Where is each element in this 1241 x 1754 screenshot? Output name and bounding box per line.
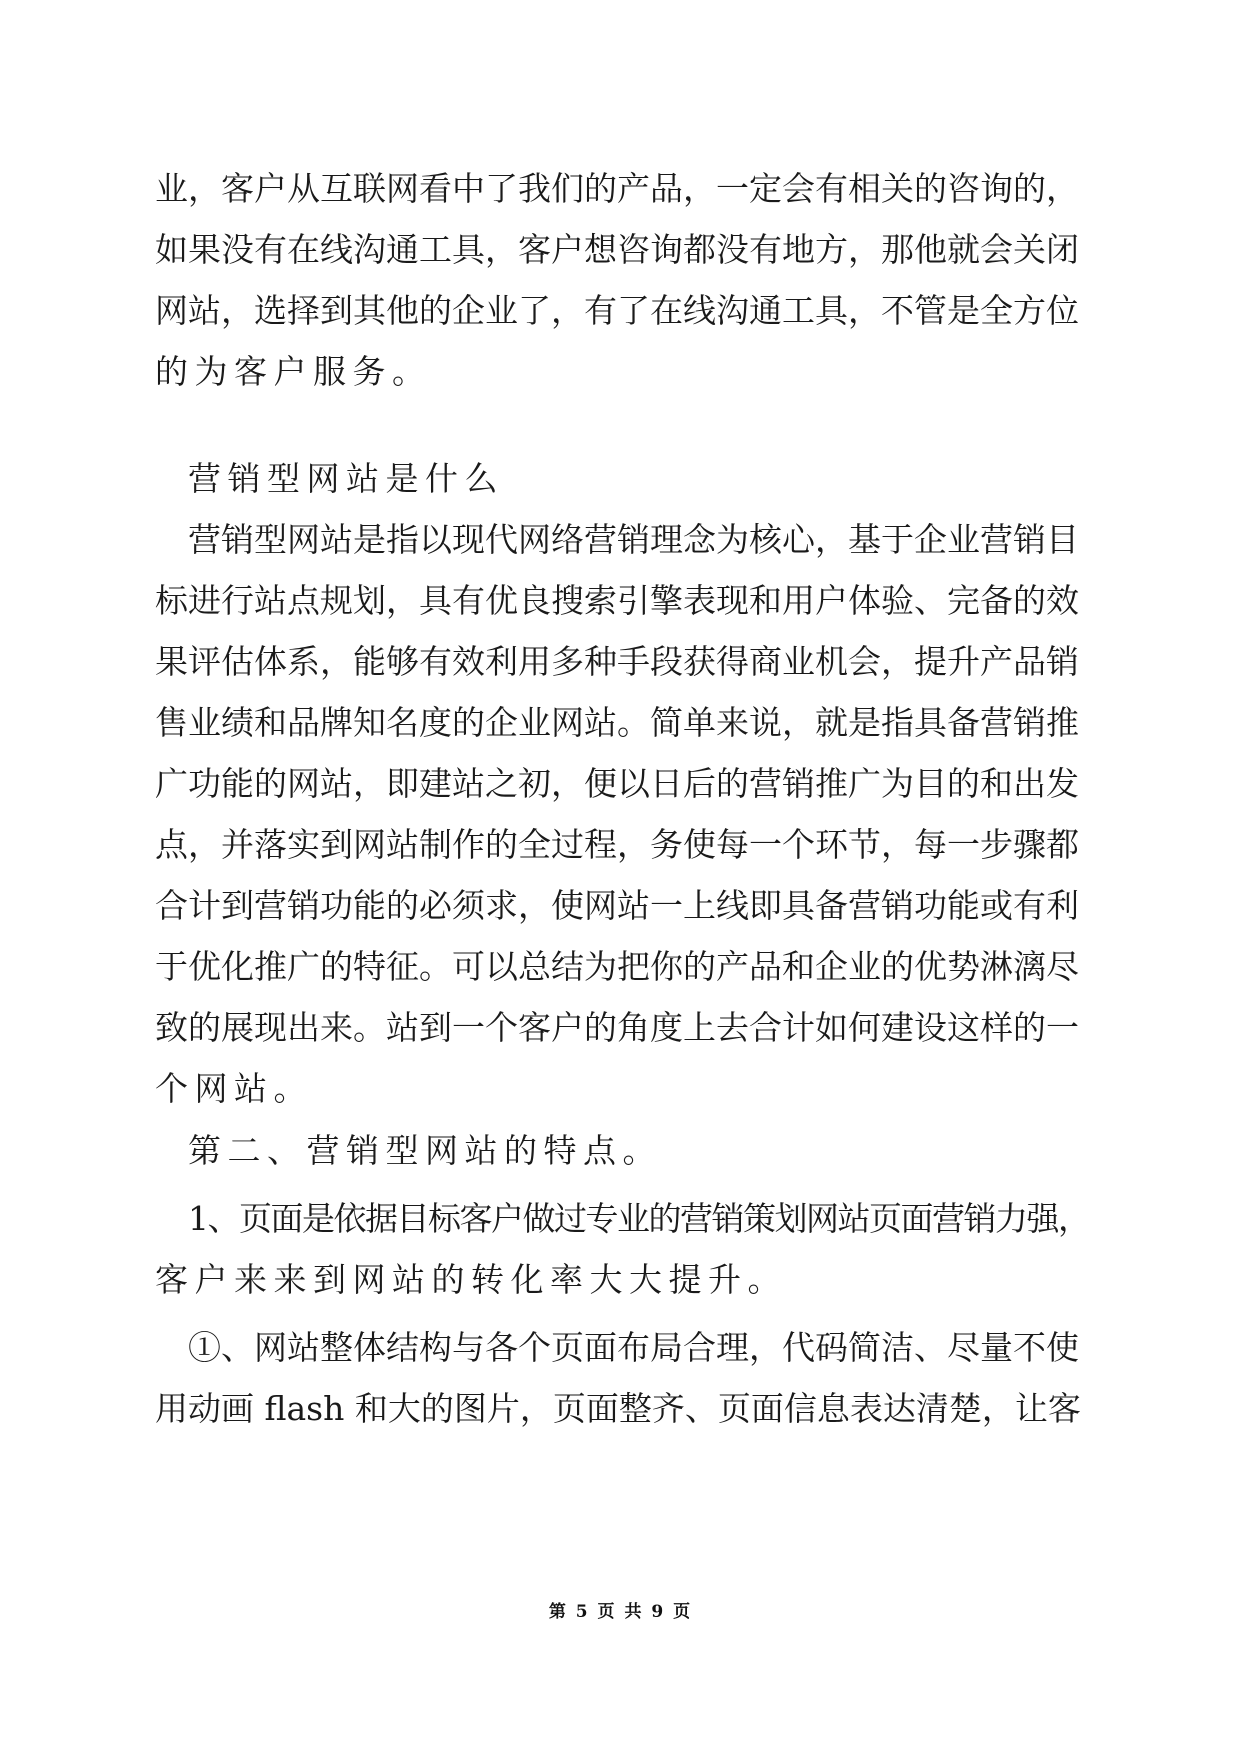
page-number-footer: 第 5 页 共 9 页 [548,1602,693,1622]
text-line: 1、页面是依据目标客户做过专业的营销策划网站页面营销力强， [188,1199,1090,1238]
text-line: 点，并落实到网站制作的全过程，务使每一个环节，每一步骤都 [155,825,1079,864]
text-line: 致的展现出来。站到一个客户的角度上去合计如何建设这样的一 [155,1008,1079,1047]
text-line: 标进行站点规划，具有优良搜索引擎表现和用户体验、完备的效 [155,581,1079,620]
text-line: 用动画 flash 和大的图片，页面整齐、页面信息表达清楚，让客 [155,1389,1081,1428]
text-line: ①、网站整体结构与各个页面布局合理，代码简洁、尽量不使 [188,1328,1079,1367]
text-line: 个网站。 [155,1069,313,1108]
text-line: 如果没有在线沟通工具，客户想咨询都没有地方，那他就会关闭 [155,230,1079,269]
text-line: 营销型网站是指以现代网络营销理念为核心，基于企业营销目 [188,520,1079,559]
text-line: 的为客户服务。 [155,352,432,391]
text-line: 合计到营销功能的必须求，使网站一上线即具备营销功能或有利 [155,886,1079,925]
text-line: 广功能的网站，即建站之初，便以日后的营销推广为目的和出发 [155,764,1079,803]
section-heading: 营销型网站是什么 [188,459,504,498]
text-line: 客户来来到网站的转化率大大提升。 [155,1260,787,1299]
text-line: 业，客户从互联网看中了我们的产品，一定会有相关的咨询的， [155,169,1079,208]
text-line: 于优化推广的特征。可以总结为把你的产品和企业的优势淋漓尽 [155,947,1079,986]
text-line: 售业绩和品牌知名度的企业网站。简单来说，就是指具备营销推 [155,703,1079,742]
text-line: 网站，选择到其他的企业了，有了在线沟通工具，不管是全方位 [155,291,1079,330]
text-line: 果评估体系，能够有效利用多种手段获得商业机会，提升产品销 [155,642,1079,681]
section-heading: 第二、营销型网站的特点。 [188,1131,662,1170]
